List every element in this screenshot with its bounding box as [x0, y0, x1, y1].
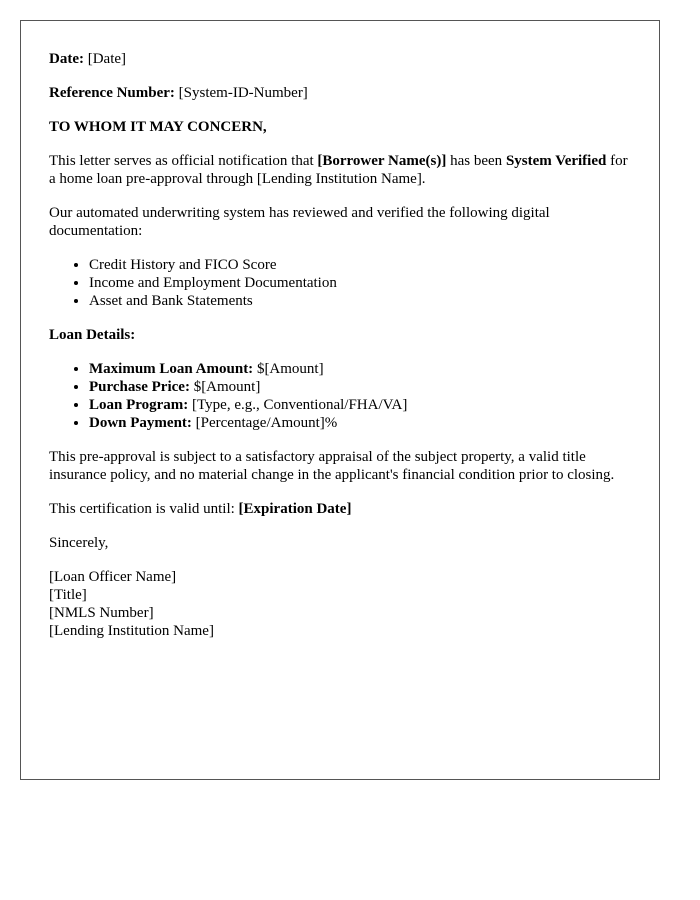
date-value: [Date]	[87, 51, 127, 67]
list-item: • Asset and Bank Statements	[89, 292, 631, 310]
closing: Sincerely,	[49, 535, 109, 551]
borrower-name: [Borrower Name(s)]	[317, 153, 447, 169]
detail-value: $[Amount]	[253, 361, 324, 377]
detail-label: Purchase Price:	[89, 379, 190, 395]
date-label: Date:	[49, 51, 84, 67]
intro-after: for a home loan pre-approval through [Lending Institution Name].	[49, 153, 628, 187]
intro-paragraph	[49, 152, 631, 188]
list-item	[89, 414, 631, 432]
list-item	[89, 378, 631, 396]
reference-line	[49, 84, 631, 102]
detail-value: $[Amount]	[189, 379, 261, 395]
reference-value: [System-ID-Number]	[178, 85, 308, 101]
signature-name: [Loan Officer Name]	[49, 569, 177, 585]
review-paragraph: Our automated underwriting system has reviewed and verified the following digital documentation:	[49, 205, 550, 239]
detail-label: Loan Program:	[89, 397, 189, 413]
intro-middle: has been	[446, 153, 506, 169]
verification-status: System Verified	[505, 153, 607, 169]
list-item: • Credit History and FICO Score	[89, 256, 631, 274]
reference-label: Reference Number:	[49, 85, 175, 101]
list-item: • Income and Employment Documentation	[89, 274, 631, 292]
loan-details-heading	[49, 326, 631, 344]
signature-block	[49, 568, 631, 640]
detail-label: Down Payment:	[89, 415, 192, 431]
signature-nmls: [NMLS Number]	[49, 605, 154, 621]
salutation-text: TO WHOM IT MAY CONCERN,	[49, 119, 267, 135]
detail-value: [Type, e.g., Conventional/FHA/VA]	[188, 397, 408, 413]
intro-before: This letter serves as official notification that	[49, 153, 318, 169]
signature-title: [Title]	[49, 587, 87, 603]
validity-line	[49, 500, 631, 518]
loan-details-list	[49, 360, 631, 432]
documents-list	[49, 256, 631, 310]
salutation	[49, 118, 631, 136]
loan-details-heading-text: Loan Details:	[49, 327, 136, 343]
signature-institution: [Lending Institution Name]	[49, 623, 214, 639]
expiration-date: [Expiration Date]	[238, 501, 352, 517]
date-line	[49, 50, 631, 68]
pre-approval-letter	[20, 20, 660, 780]
detail-value: [Percentage/Amount]%	[191, 415, 338, 431]
validity-text: This certification is valid until:	[49, 501, 239, 517]
list-item	[89, 360, 631, 378]
detail-label: Maximum Loan Amount:	[89, 361, 254, 377]
conditions-paragraph: This pre-approval is subject to a satisfactory appraisal of the subject property, a valid title insurance policy, and no material change in the applicant's financial condition prior to closing.	[49, 449, 615, 483]
list-item	[89, 396, 631, 414]
